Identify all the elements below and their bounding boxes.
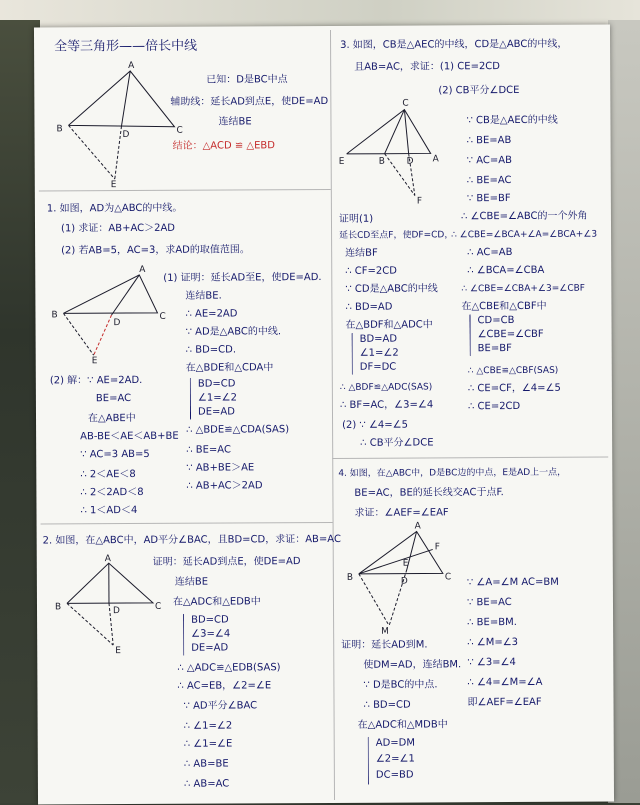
p3-proof-line: ∴ CF=2CD xyxy=(345,266,397,278)
p4-proof-line: 证明：延长AD到M. xyxy=(341,639,427,651)
p2-proof-line: ∴ AB=AC xyxy=(184,779,229,791)
p3-proof-line: 在△CBE和△CBF中 xyxy=(461,301,546,313)
p4-proof-line: ∴ BD=CD xyxy=(363,700,410,712)
intro-known: 已知：D是BC中点 xyxy=(206,74,287,86)
svg-text:D: D xyxy=(407,157,414,167)
svg-text:A: A xyxy=(139,265,146,275)
svg-text:D: D xyxy=(401,577,408,587)
p3-proof-line: BD=AD xyxy=(360,334,398,346)
p2-proof-line: 证明：延长AD到点E，使DE=AD xyxy=(153,556,301,569)
svg-text:E: E xyxy=(403,559,409,569)
intro-aux-line: 连结BE xyxy=(218,116,251,128)
intro-aux-line: 辅助线：延长AD到点E，使DE=AD xyxy=(170,96,328,109)
p3-proof-line: 证明(1) xyxy=(339,214,373,226)
p4-proof-line: DC=BD xyxy=(376,770,414,782)
section-divider xyxy=(332,457,608,459)
column-divider xyxy=(330,30,335,800)
svg-text:B: B xyxy=(56,124,62,134)
p3-proof-line: ∴ CE=CF，∠4=∠5 xyxy=(468,383,561,395)
p3-figure xyxy=(338,95,459,206)
svg-text:C: C xyxy=(159,312,165,322)
p4-proof-line: ∵ D是BC的中点. xyxy=(363,679,437,691)
p3-proof-line: ∵ AC=AB xyxy=(467,155,512,167)
p1-solution-line: AB-BE＜AE＜AB+BE xyxy=(80,431,179,444)
p3-proof-line: ∵ CB是△AEC的中线 xyxy=(466,115,557,127)
svg-text:E: E xyxy=(339,157,345,167)
p3-proof-line: ∠1=∠2 xyxy=(360,348,399,360)
p3-proof-line: ∴ BE=AC xyxy=(467,175,512,187)
section-divider xyxy=(41,522,333,525)
p2-proof-line: ∴ AB=BE xyxy=(184,759,229,771)
svg-text:B: B xyxy=(51,310,57,320)
svg-text:E: E xyxy=(92,356,98,366)
p3-proof-line: ∴ ∠BCA=∠CBA xyxy=(467,265,544,277)
p2-proof-line: BD=CD xyxy=(191,615,229,627)
p1-proof-line: ∴ △BDE≌△CDA(SAS) xyxy=(186,424,289,437)
p3-proof-line: ∠CBE=∠CBF xyxy=(478,329,544,341)
intro-figure xyxy=(48,59,189,190)
p4-proof-line: 使DM=AD，连结BM. xyxy=(363,659,461,672)
p2-proof-line: 连结BE xyxy=(175,577,208,589)
svg-text:C: C xyxy=(176,126,182,136)
p1-proof-line: DE=AD xyxy=(198,406,235,418)
p4-proof-line: 即∠AEF=∠EAF xyxy=(467,697,541,709)
p4-proof-line: AD=DM xyxy=(376,738,415,750)
brace xyxy=(368,737,369,785)
p1-question: (1) 求证：AB+AC＞2AD xyxy=(61,223,175,236)
p3-proof-line: ∴ ∠CBE=∠CBA+∠3=∠CBF xyxy=(461,283,585,296)
p3-proof-line: ∴ △CBE≌△CBF(SAS) xyxy=(468,365,559,377)
p2-proof-line: ∴ ∠1=∠2 xyxy=(184,720,233,732)
svg-text:B: B xyxy=(347,573,353,583)
svg-text:A: A xyxy=(128,61,135,71)
p3-proof-line: ∵ BE=BF xyxy=(467,193,511,205)
svg-text:E: E xyxy=(115,646,121,656)
p1-proof-line: ∴ AE=2AD xyxy=(185,308,237,320)
svg-text:F: F xyxy=(435,542,440,552)
p3-proof-line: ∴ ∠CBE=∠BCA+∠A=∠BCA+∠3 xyxy=(451,229,597,242)
svg-text:C: C xyxy=(402,99,408,109)
p1-proof-line: BD=CD xyxy=(198,378,236,390)
brace xyxy=(190,378,191,420)
svg-text:A: A xyxy=(415,521,422,531)
p4-proof-line: ∵ ∠A=∠M AC=BM xyxy=(467,577,559,589)
p3-proof-line: (2) ∵ ∠4=∠5 xyxy=(342,420,408,432)
p1-question: 1. 如图，AD为△ABC的中线。 xyxy=(47,203,183,216)
brace xyxy=(183,614,184,656)
p3-proof-line: CD=CB xyxy=(477,315,514,327)
p2-proof-line: ∴ AC=EB，∠2=∠E xyxy=(177,680,271,692)
p3-question: (2) CB平分∠DCE xyxy=(438,85,519,97)
section-divider xyxy=(39,189,331,192)
p4-proof-line: ∵ BE=AC xyxy=(467,597,512,609)
p3-proof-line: ∴ △BDF≌△ADC(SAS) xyxy=(340,381,432,393)
svg-text:D: D xyxy=(113,318,120,328)
p3-proof-line: ∴ BE=AB xyxy=(467,135,512,147)
p4-question: BE=AC，BE的延长线交AC于点F. xyxy=(354,487,503,500)
brace xyxy=(469,314,470,356)
p1-proof-line: ∴ BD=CD. xyxy=(186,344,236,356)
intro-conclusion: 结论：△ACD ≌ △EBD xyxy=(173,140,275,153)
p1-proof-line: 连结BE. xyxy=(185,291,221,303)
p1-proof-line: 在△BDE和△CDA中 xyxy=(186,362,274,374)
p1-solution-line: BE=AC xyxy=(96,393,131,405)
p3-proof-line: 延长CD至点F，使DF=CD， xyxy=(339,229,453,242)
svg-text:B: B xyxy=(55,602,61,612)
p1-question: (2) 若AB=5，AC=3，求AD的取值范围。 xyxy=(61,244,250,257)
p2-figure xyxy=(51,555,172,656)
p1-proof-line: ∵ AB+BE＞AE xyxy=(186,462,254,474)
svg-text:E: E xyxy=(111,180,117,190)
svg-text:D: D xyxy=(123,130,130,140)
brace xyxy=(352,333,353,375)
p4-proof-line: ∴ BE=BM. xyxy=(467,617,517,629)
p1-proof-line: ∠1=∠2 xyxy=(198,392,237,404)
p2-proof-line: ∵ AD平分∠BAC xyxy=(183,700,257,712)
p3-question: 且AB=AC，求证：(1) CE=2CD xyxy=(354,61,500,74)
p1-solution-line: 在△ABE中 xyxy=(88,413,136,425)
p3-proof-line: DF=DC xyxy=(360,362,397,374)
p2-proof-line: 在△ADC和△EDB中 xyxy=(173,596,261,608)
p4-proof-line: ∴ ∠M=∠3 xyxy=(467,637,518,649)
svg-text:C: C xyxy=(155,602,161,612)
p3-proof-line: BE=BF xyxy=(478,343,512,355)
p3-proof-line: ∴ BD=AD xyxy=(345,302,392,314)
p1-solution-line: ∴ 2＜2AD＜8 xyxy=(80,487,143,499)
p1-proof-line: ∴ BE=AC xyxy=(186,444,231,456)
p3-proof-line: ∴ CB平分∠DCE xyxy=(360,437,433,449)
p3-question: 3. 如图，CB是△AEC的中线，CD是△ABC的中线， xyxy=(340,39,567,52)
p2-proof-line: DE=AD xyxy=(191,643,228,655)
p2-proof-line: ∴ △ADC≌△EDB(SAS) xyxy=(177,662,280,675)
p1-solution-line: ∴ 1＜AD＜4 xyxy=(80,505,137,517)
p1-solution-line: (2) 解：∵ AE=2AD. xyxy=(50,375,143,387)
svg-text:C: C xyxy=(445,572,451,582)
svg-text:M: M xyxy=(381,627,389,637)
p3-proof-line: ∴ ∠CBE=∠ABC的一个外角 xyxy=(461,211,588,224)
p2-proof-line: ∴ ∠1=∠E xyxy=(184,738,233,750)
p3-proof-line: ∴ CE=2CD xyxy=(468,401,520,413)
p2-proof-line: ∠3=∠4 xyxy=(191,628,230,640)
p3-proof-line: 连结BF xyxy=(345,248,378,260)
p4-question: 求证：∠AEF=∠EAF xyxy=(354,507,448,519)
p1-solution-line: ∴ 2＜AE＜8 xyxy=(80,469,135,481)
svg-text:B: B xyxy=(379,157,385,167)
svg-text:F: F xyxy=(417,196,422,206)
p1-solution-line: ∵ AC=3 AB=5 xyxy=(80,449,150,461)
p4-proof-line: ∴ ∠4=∠M=∠A xyxy=(467,677,542,689)
p1-figure xyxy=(49,263,170,364)
svg-text:A: A xyxy=(433,154,440,164)
p1-proof-line: ∵ AD是△ABC的中线. xyxy=(186,326,282,338)
p3-proof-line: ∴ AC=AB xyxy=(467,247,512,259)
p4-question: 4. 如图，在△ABC中，D是BC边的中点，E是AD上一点， xyxy=(338,467,566,480)
p1-proof-line: (1) 证明：延长AD至E，使DE=AD. xyxy=(163,272,321,285)
p3-proof-line: ∵ CD是△ABC的中线 xyxy=(345,283,437,295)
notes-paper xyxy=(34,24,614,804)
p4-proof-line: ∵ ∠3=∠4 xyxy=(467,657,516,669)
page-title: 全等三角形——倍长中线 xyxy=(54,39,197,56)
svg-text:A: A xyxy=(105,554,112,564)
p2-question: 2. 如图，在△ABC中，AD平分∠BAC，且BD=CD，求证：AB=AC xyxy=(43,534,341,548)
p4-proof-line: ∠2=∠1 xyxy=(376,754,415,766)
p1-proof-line: ∴ AB+AC＞2AD xyxy=(186,480,262,492)
p4-proof-line: 在△ADC和△MDB中 xyxy=(358,719,448,731)
p3-proof-line: 在△BDF和△ADC中 xyxy=(346,319,433,331)
p3-proof-line: ∴ BF=AC，∠3=∠4 xyxy=(340,399,433,411)
p4-figure xyxy=(347,521,458,632)
svg-text:D: D xyxy=(113,606,120,616)
